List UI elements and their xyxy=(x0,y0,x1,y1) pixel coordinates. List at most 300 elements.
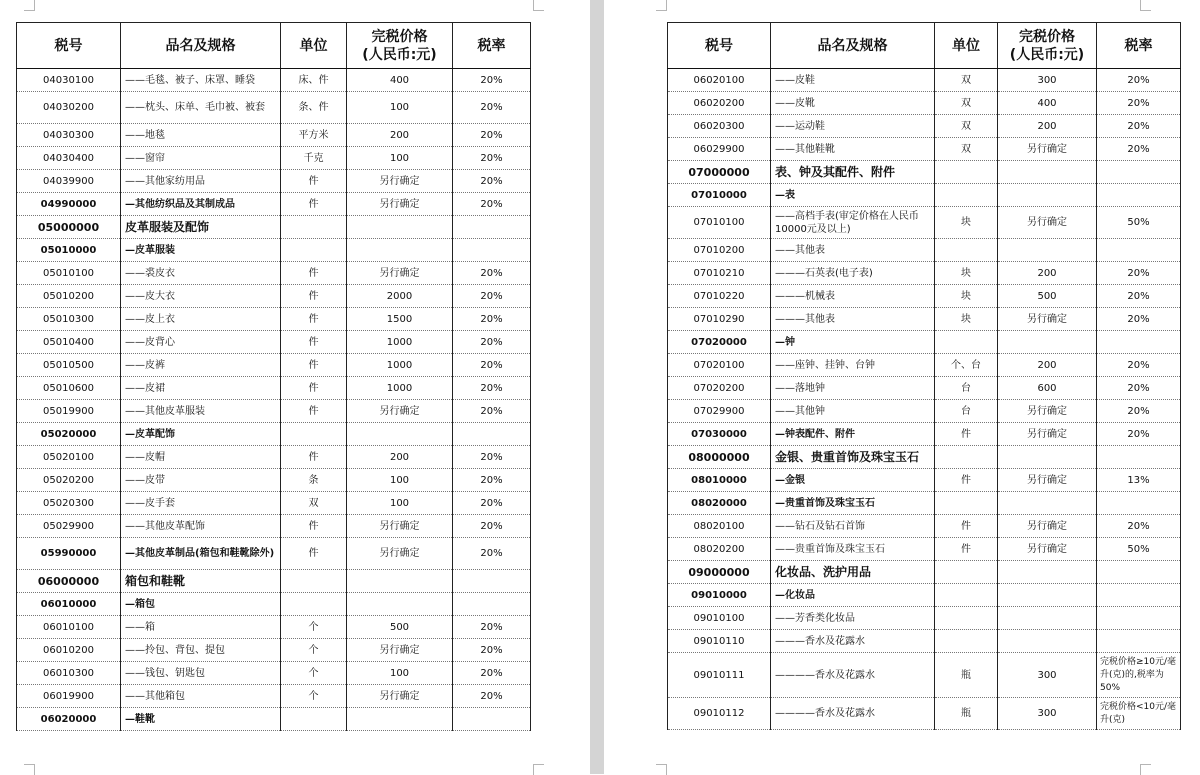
cell-item-name: ————香水及花露水 xyxy=(771,653,935,698)
cell-tax-code: 07000000 xyxy=(668,161,771,184)
table-row xyxy=(17,69,531,92)
cell-tax-rate xyxy=(453,423,531,446)
cell-tax-code: 09010000 xyxy=(668,584,771,607)
cell-unit: 双 xyxy=(935,115,998,138)
cell-duty-price: 另行确定 xyxy=(347,515,453,538)
table-body-left xyxy=(17,69,531,731)
header-unit: 单位 xyxy=(935,23,998,69)
cell-tax-rate: 20% xyxy=(453,400,531,423)
cell-duty-price: 另行确定 xyxy=(347,685,453,708)
cell-duty-price: 另行确定 xyxy=(347,400,453,423)
cell-tax-code: 07010210 xyxy=(668,262,771,285)
cell-tax-code: 05000000 xyxy=(17,216,121,239)
cell-duty-price xyxy=(998,161,1097,184)
cell-unit: 双 xyxy=(935,138,998,161)
cell-item-name: —表 xyxy=(771,184,935,207)
cell-tax-code: 06000000 xyxy=(17,570,121,593)
cell-unit xyxy=(281,708,347,731)
cell-tax-rate: 20% xyxy=(1097,423,1181,446)
cell-tax-rate xyxy=(1097,630,1181,653)
page-corner-mark xyxy=(24,0,35,11)
cell-tax-code: 08000000 xyxy=(668,446,771,469)
cell-tax-rate: 20% xyxy=(453,469,531,492)
cell-duty-price: 400 xyxy=(347,69,453,92)
cell-duty-price xyxy=(998,607,1097,630)
cell-duty-price: 另行确定 xyxy=(998,423,1097,446)
cell-tax-code: 05010000 xyxy=(17,239,121,262)
table-body-right xyxy=(668,69,1181,730)
header-unit: 单位 xyxy=(281,23,347,69)
cell-duty-price: 另行确定 xyxy=(998,538,1097,561)
cell-tax-rate: 20% xyxy=(453,446,531,469)
table-row xyxy=(17,308,531,331)
cell-tax-code: 06010200 xyxy=(17,639,121,662)
cell-tax-rate: 20% xyxy=(453,377,531,400)
cell-tax-code: 05990000 xyxy=(17,538,121,570)
table-row xyxy=(668,400,1181,423)
table-header-row xyxy=(668,23,1181,69)
cell-item-name: ——拎包、背包、提包 xyxy=(121,639,281,662)
tariff-table-right xyxy=(667,22,1181,730)
cell-item-name: ——窗帘 xyxy=(121,147,281,170)
cell-item-name: —贵重首饰及珠宝玉石 xyxy=(771,492,935,515)
table-row xyxy=(668,698,1181,730)
cell-unit xyxy=(935,607,998,630)
cell-tax-code: 06010000 xyxy=(17,593,121,616)
cell-item-name: ——裘皮衣 xyxy=(121,262,281,285)
table-row xyxy=(17,147,531,170)
cell-tax-rate: 20% xyxy=(1097,377,1181,400)
tariff-table-left xyxy=(16,22,531,731)
cell-tax-code: 04030400 xyxy=(17,147,121,170)
cell-tax-code: 06020000 xyxy=(17,708,121,731)
cell-tax-rate xyxy=(1097,492,1181,515)
header-tax-rate: 税率 xyxy=(453,23,531,69)
cell-unit: 块 xyxy=(935,308,998,331)
table-row xyxy=(17,593,531,616)
cell-duty-price: 另行确定 xyxy=(347,193,453,216)
cell-item-name: ——毛毯、被子、床罩、睡袋 xyxy=(121,69,281,92)
cell-tax-code: 07010000 xyxy=(668,184,771,207)
cell-item-name: —钟表配件、附件 xyxy=(771,423,935,446)
cell-tax-code: 05010100 xyxy=(17,262,121,285)
cell-tax-code: 09010100 xyxy=(668,607,771,630)
cell-duty-price: 500 xyxy=(998,285,1097,308)
cell-unit: 个 xyxy=(281,639,347,662)
table-row xyxy=(668,92,1181,115)
cell-unit: 件 xyxy=(281,377,347,400)
table-row xyxy=(668,161,1181,184)
cell-item-name: ——皮手套 xyxy=(121,492,281,515)
cell-duty-price: 另行确定 xyxy=(998,515,1097,538)
table-row xyxy=(668,607,1181,630)
table-row xyxy=(668,354,1181,377)
header-price-line2: (人民币:元) xyxy=(362,46,437,63)
cell-unit: 件 xyxy=(935,469,998,492)
cell-tax-rate: 20% xyxy=(453,662,531,685)
cell-tax-rate: 20% xyxy=(453,538,531,570)
header-tax-code: 税号 xyxy=(668,23,771,69)
cell-tax-code: 04030100 xyxy=(17,69,121,92)
cell-duty-price xyxy=(347,239,453,262)
cell-tax-code: 07020000 xyxy=(668,331,771,354)
cell-unit: 件 xyxy=(281,446,347,469)
table-row xyxy=(668,423,1181,446)
header-price-line1: 完税价格 xyxy=(1019,28,1075,45)
cell-unit xyxy=(935,184,998,207)
header-item-name: 品名及规格 xyxy=(771,23,935,69)
cell-unit: 个 xyxy=(281,616,347,639)
table-row xyxy=(668,262,1181,285)
table-row xyxy=(17,423,531,446)
table-row xyxy=(668,115,1181,138)
cell-item-name: ——其他箱包 xyxy=(121,685,281,708)
header-duty-price xyxy=(998,23,1097,69)
cell-duty-price: 100 xyxy=(347,662,453,685)
header-tax-rate: 税率 xyxy=(1097,23,1181,69)
cell-duty-price: 300 xyxy=(998,653,1097,698)
cell-duty-price: 另行确定 xyxy=(347,170,453,193)
cell-unit: 件 xyxy=(281,262,347,285)
table-row xyxy=(17,170,531,193)
header-price-line2: (人民币:元) xyxy=(1009,46,1085,63)
table-row xyxy=(668,308,1181,331)
cell-unit: 台 xyxy=(935,377,998,400)
cell-tax-rate xyxy=(453,708,531,731)
cell-item-name: ——皮大衣 xyxy=(121,285,281,308)
cell-unit: 条 xyxy=(281,469,347,492)
cell-tax-rate: 20% xyxy=(453,515,531,538)
cell-tax-rate: 20% xyxy=(453,170,531,193)
cell-tax-rate: 20% xyxy=(1097,285,1181,308)
cell-tax-code: 05010200 xyxy=(17,285,121,308)
cell-item-name: ——贵重首饰及珠宝玉石 xyxy=(771,538,935,561)
document-page-left xyxy=(0,0,590,774)
cell-duty-price: 300 xyxy=(998,69,1097,92)
cell-unit xyxy=(935,331,998,354)
cell-tax-rate xyxy=(1097,561,1181,584)
cell-tax-code: 06010100 xyxy=(17,616,121,639)
table-row xyxy=(17,570,531,593)
cell-tax-code: 09010110 xyxy=(668,630,771,653)
cell-item-name: —金银 xyxy=(771,469,935,492)
cell-item-name: ——其他钟 xyxy=(771,400,935,423)
cell-item-name: ——其他表 xyxy=(771,239,935,262)
cell-tax-code: 06020300 xyxy=(668,115,771,138)
cell-unit xyxy=(281,570,347,593)
cell-unit xyxy=(935,446,998,469)
cell-item-name: ——箱 xyxy=(121,616,281,639)
cell-tax-code: 04030200 xyxy=(17,92,121,124)
cell-tax-code: 05010600 xyxy=(17,377,121,400)
cell-unit xyxy=(935,239,998,262)
page-corner-mark xyxy=(533,764,544,775)
cell-duty-price: 1500 xyxy=(347,308,453,331)
cell-tax-code: 07020200 xyxy=(668,377,771,400)
cell-tax-code: 05019900 xyxy=(17,400,121,423)
cell-duty-price xyxy=(998,492,1097,515)
cell-duty-price xyxy=(998,561,1097,584)
cell-tax-code: 05020200 xyxy=(17,469,121,492)
header-price-line1: 完税价格 xyxy=(371,28,428,45)
cell-tax-code: 07010200 xyxy=(668,239,771,262)
cell-tax-rate: 20% xyxy=(1097,354,1181,377)
table-row xyxy=(17,400,531,423)
page-corner-mark xyxy=(1140,764,1151,775)
header-duty-price xyxy=(347,23,453,69)
table-row xyxy=(17,285,531,308)
cell-duty-price: 1000 xyxy=(347,331,453,354)
cell-duty-price: 1000 xyxy=(347,354,453,377)
cell-tax-code: 05010400 xyxy=(17,331,121,354)
table-row xyxy=(17,538,531,570)
cell-tax-rate: 20% xyxy=(1097,138,1181,161)
table-row xyxy=(668,492,1181,515)
table-row xyxy=(668,207,1181,239)
cell-unit xyxy=(935,630,998,653)
cell-unit: 件 xyxy=(281,515,347,538)
cell-item-name: —鞋靴 xyxy=(121,708,281,731)
cell-unit xyxy=(935,492,998,515)
cell-tax-rate xyxy=(453,593,531,616)
cell-item-name: ——皮带 xyxy=(121,469,281,492)
cell-tax-rate: 20% xyxy=(453,69,531,92)
cell-item-name: —皮革服装 xyxy=(121,239,281,262)
cell-item-name: —皮革配饰 xyxy=(121,423,281,446)
cell-item-name: —其他纺织品及其制成品 xyxy=(121,193,281,216)
cell-unit: 个 xyxy=(281,685,347,708)
cell-duty-price: 另行确定 xyxy=(998,400,1097,423)
document-page-right xyxy=(604,0,1200,774)
cell-item-name: ——高档手表(审定价格在人民币10000元及以上) xyxy=(771,207,935,239)
table-row xyxy=(668,138,1181,161)
table-row xyxy=(668,69,1181,92)
cell-unit: 瓶 xyxy=(935,653,998,698)
cell-unit: 双 xyxy=(935,92,998,115)
cell-unit: 件 xyxy=(935,515,998,538)
table-row xyxy=(17,469,531,492)
cell-tax-rate: 完税价格<10元/毫升(克) xyxy=(1097,698,1181,730)
header-item-name: 品名及规格 xyxy=(121,23,281,69)
cell-unit: 件 xyxy=(281,354,347,377)
cell-tax-rate: 20% xyxy=(1097,262,1181,285)
cell-duty-price xyxy=(347,708,453,731)
cell-duty-price: 另行确定 xyxy=(998,207,1097,239)
table-row xyxy=(668,584,1181,607)
cell-item-name: ——其他鞋靴 xyxy=(771,138,935,161)
cell-item-name: ——皮鞋 xyxy=(771,69,935,92)
cell-unit: 件 xyxy=(281,285,347,308)
cell-tax-code: 07010220 xyxy=(668,285,771,308)
cell-tax-rate: 20% xyxy=(1097,69,1181,92)
cell-tax-code: 08010000 xyxy=(668,469,771,492)
cell-unit: 瓶 xyxy=(935,698,998,730)
cell-tax-rate xyxy=(453,239,531,262)
cell-tax-rate: 13% xyxy=(1097,469,1181,492)
cell-tax-rate: 20% xyxy=(453,308,531,331)
cell-tax-code: 05020300 xyxy=(17,492,121,515)
cell-tax-code: 04990000 xyxy=(17,193,121,216)
cell-item-name: ———石英表(电子表) xyxy=(771,262,935,285)
cell-item-name: ———香水及花露水 xyxy=(771,630,935,653)
cell-unit: 件 xyxy=(281,538,347,570)
cell-tax-rate: 20% xyxy=(453,685,531,708)
cell-tax-rate xyxy=(1097,161,1181,184)
cell-duty-price: 100 xyxy=(347,469,453,492)
table-row xyxy=(17,354,531,377)
page-corner-mark xyxy=(533,0,544,11)
cell-duty-price xyxy=(347,423,453,446)
cell-item-name: 箱包和鞋靴 xyxy=(121,570,281,593)
cell-tax-code: 04030300 xyxy=(17,124,121,147)
cell-tax-code: 07030000 xyxy=(668,423,771,446)
cell-tax-code: 07020100 xyxy=(668,354,771,377)
table-header-row xyxy=(17,23,531,69)
cell-item-name: ——皮裙 xyxy=(121,377,281,400)
cell-duty-price: 200 xyxy=(347,446,453,469)
cell-unit: 块 xyxy=(935,207,998,239)
table-row xyxy=(668,561,1181,584)
cell-unit: 件 xyxy=(281,170,347,193)
cell-item-name: ———机械表 xyxy=(771,285,935,308)
cell-tax-rate: 20% xyxy=(1097,400,1181,423)
cell-unit: 件 xyxy=(281,331,347,354)
cell-tax-code: 08020000 xyxy=(668,492,771,515)
cell-duty-price: 100 xyxy=(347,492,453,515)
cell-duty-price: 另行确定 xyxy=(347,262,453,285)
table-row xyxy=(17,216,531,239)
table-row xyxy=(668,653,1181,698)
cell-duty-price xyxy=(998,446,1097,469)
cell-unit: 台 xyxy=(935,400,998,423)
cell-duty-price: 2000 xyxy=(347,285,453,308)
cell-tax-rate xyxy=(1097,239,1181,262)
table-row xyxy=(17,446,531,469)
cell-item-name: ——枕头、床单、毛巾被、被套 xyxy=(121,92,281,124)
cell-item-name: ——其他皮革配饰 xyxy=(121,515,281,538)
cell-unit: 件 xyxy=(281,193,347,216)
cell-unit: 个、台 xyxy=(935,354,998,377)
cell-item-name: ——皮帽 xyxy=(121,446,281,469)
cell-tax-code: 06020100 xyxy=(668,69,771,92)
cell-item-name: ——皮背心 xyxy=(121,331,281,354)
cell-duty-price: 300 xyxy=(998,698,1097,730)
cell-item-name: ——皮裤 xyxy=(121,354,281,377)
cell-tax-rate: 50% xyxy=(1097,207,1181,239)
cell-tax-rate: 20% xyxy=(1097,92,1181,115)
cell-tax-rate xyxy=(1097,184,1181,207)
cell-item-name: ——钱包、钥匙包 xyxy=(121,662,281,685)
cell-unit xyxy=(935,584,998,607)
cell-tax-code: 09010112 xyxy=(668,698,771,730)
cell-duty-price: 200 xyxy=(347,124,453,147)
cell-duty-price: 600 xyxy=(998,377,1097,400)
cell-tax-rate xyxy=(1097,607,1181,630)
cell-unit xyxy=(281,593,347,616)
table-row xyxy=(668,538,1181,561)
cell-tax-rate: 20% xyxy=(453,124,531,147)
cell-unit: 件 xyxy=(935,423,998,446)
cell-duty-price: 400 xyxy=(998,92,1097,115)
cell-tax-rate: 20% xyxy=(453,92,531,124)
cell-item-name: 金银、贵重首饰及珠宝玉石 xyxy=(771,446,935,469)
cell-item-name: ——落地钟 xyxy=(771,377,935,400)
table-row xyxy=(17,708,531,731)
table-row xyxy=(668,469,1181,492)
cell-unit xyxy=(935,161,998,184)
cell-unit: 条、件 xyxy=(281,92,347,124)
cell-unit: 件 xyxy=(281,308,347,331)
cell-tax-code: 04039900 xyxy=(17,170,121,193)
cell-item-name: ——地毯 xyxy=(121,124,281,147)
cell-tax-code: 07010100 xyxy=(668,207,771,239)
cell-tax-code: 09000000 xyxy=(668,561,771,584)
page-gutter xyxy=(590,0,604,774)
cell-item-name: —钟 xyxy=(771,331,935,354)
table-row xyxy=(668,184,1181,207)
cell-unit: 床、件 xyxy=(281,69,347,92)
cell-duty-price xyxy=(347,216,453,239)
table-row xyxy=(668,331,1181,354)
cell-tax-rate xyxy=(453,570,531,593)
cell-duty-price: 另行确定 xyxy=(347,538,453,570)
table-row xyxy=(668,285,1181,308)
table-row xyxy=(17,515,531,538)
cell-tax-code: 05010300 xyxy=(17,308,121,331)
cell-item-name: —箱包 xyxy=(121,593,281,616)
cell-tax-rate: 20% xyxy=(453,639,531,662)
cell-duty-price: 另行确定 xyxy=(998,469,1097,492)
table-row xyxy=(668,630,1181,653)
cell-duty-price xyxy=(347,593,453,616)
cell-tax-code: 07010290 xyxy=(668,308,771,331)
cell-tax-rate: 完税价格≥10元/毫升(克)的,税率为50% xyxy=(1097,653,1181,698)
cell-tax-rate: 20% xyxy=(453,616,531,639)
cell-unit xyxy=(281,216,347,239)
cell-duty-price xyxy=(998,630,1097,653)
cell-tax-code: 05029900 xyxy=(17,515,121,538)
cell-tax-rate: 20% xyxy=(453,262,531,285)
cell-item-name: 表、钟及其配件、附件 xyxy=(771,161,935,184)
cell-tax-code: 06029900 xyxy=(668,138,771,161)
cell-duty-price: 另行确定 xyxy=(998,138,1097,161)
page-corner-mark xyxy=(1140,0,1151,11)
cell-unit xyxy=(281,423,347,446)
cell-item-name: ——其他皮革服装 xyxy=(121,400,281,423)
cell-item-name: ——皮靴 xyxy=(771,92,935,115)
cell-tax-rate: 20% xyxy=(453,147,531,170)
cell-duty-price: 100 xyxy=(347,92,453,124)
page-corner-mark xyxy=(656,764,667,775)
cell-tax-code: 08020100 xyxy=(668,515,771,538)
cell-tax-rate: 20% xyxy=(453,354,531,377)
cell-tax-code: 05020000 xyxy=(17,423,121,446)
cell-tax-rate: 50% xyxy=(1097,538,1181,561)
cell-tax-rate: 20% xyxy=(1097,308,1181,331)
cell-tax-code: 05010500 xyxy=(17,354,121,377)
cell-item-name: —其他皮革制品(箱包和鞋靴除外) xyxy=(121,538,281,570)
table-row xyxy=(17,492,531,515)
cell-unit: 千克 xyxy=(281,147,347,170)
cell-unit: 块 xyxy=(935,262,998,285)
cell-tax-code: 06019900 xyxy=(17,685,121,708)
cell-unit: 双 xyxy=(281,492,347,515)
cell-duty-price: 200 xyxy=(998,115,1097,138)
cell-tax-code: 05020100 xyxy=(17,446,121,469)
table-row xyxy=(17,92,531,124)
cell-tax-rate: 20% xyxy=(453,331,531,354)
cell-duty-price: 100 xyxy=(347,147,453,170)
